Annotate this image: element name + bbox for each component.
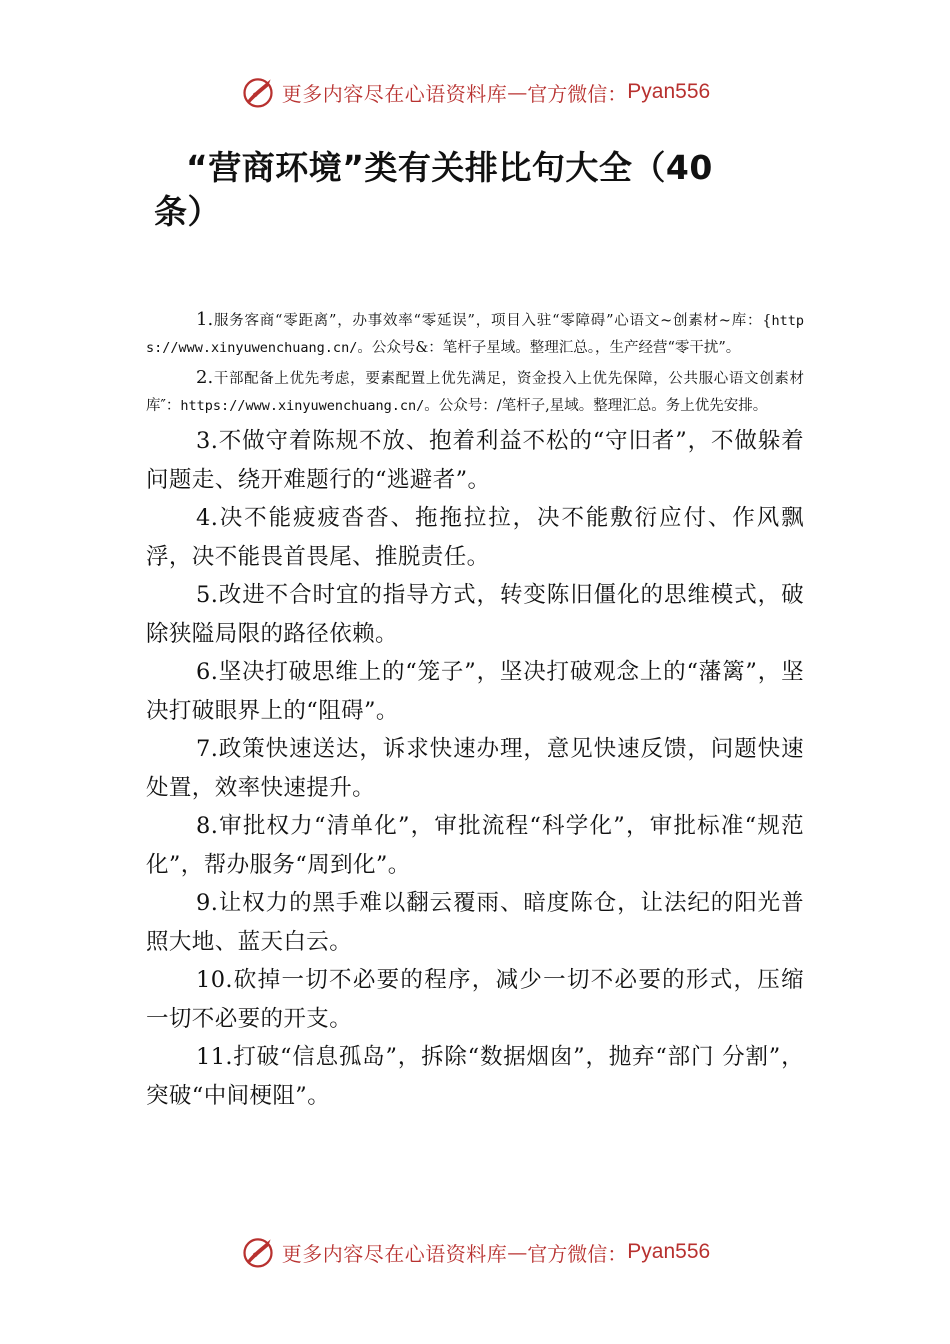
item-text: 。公众号：/笔杆子,星域。整理汇总。务上优先安排。 [424, 398, 768, 414]
item-url: https://www.xinyuwenchuang.cn/ [180, 398, 425, 414]
banner-separator: — [507, 80, 528, 104]
item-number: 2. [196, 367, 214, 388]
list-item: 5.改进不合时宜的指导方式，转变陈旧僵化的思维模式，破除狭隘局限的路径依赖。 [146, 582, 804, 647]
header-banner [0, 72, 950, 112]
item-text: 。公众号&：笔杆子星域。整理汇总。，生产经营“零干扰”。 [357, 340, 741, 356]
list-item: 9.让权力的黑手难以翻云覆雨、暗度陈仓，让法纪的阳光普照大地、蓝天白云。 [146, 890, 804, 955]
brush-logo-icon [240, 74, 276, 110]
list-item: 8.审批权力“清单化”，审批流程“科学化”，审批标准“规范化”，帮办服务“周到化”。 [146, 813, 804, 878]
document-title [150, 146, 790, 234]
banner-separator: — [507, 1240, 528, 1264]
list-item [146, 306, 804, 362]
banner-wechat-label: 官方微信： [527, 81, 628, 106]
banner-wechat-label: 官方微信： [527, 1241, 628, 1266]
list-item: 3.不做守着陈规不放、抱着利益不松的“守旧者”，不做躲着问题走、绕开难题行的“逃避者”。 [146, 428, 804, 493]
list-item: 6.坚决打破思维上的“笼子”，坚决打破观念上的“藩篱”，坚决打破眼界上的“阻碍”。 [146, 659, 804, 724]
item-url: https://www.xinyuwenchuang.cn/ [146, 313, 804, 356]
list-item: 10.砍掉一切不必要的程序，减少一切不必要的形式，压缩一切不必要的开支。 [146, 967, 804, 1032]
title-line-1: “营商环境”类有关排比句大全（40 [186, 148, 713, 187]
title-line-2: 条） [154, 192, 221, 231]
list-item: 4.决不能疲疲沓沓、拖拖拉拉，决不能敷衍应付、作风飘浮，决不能畏首畏尾、推脱责任。 [146, 505, 804, 570]
brush-logo-icon [240, 1234, 276, 1270]
list-item [146, 364, 804, 420]
footer-banner [0, 1232, 950, 1272]
list-item: 7.政策快速送达，诉求快速办理，意见快速反馈，问题快速处置，效率快速提升。 [146, 736, 804, 801]
item-text: 干部配备上优先考虑，要素配置上优先满足，资金投入上优先保障，公共服心语文创素材库″： [146, 371, 804, 414]
document-body [146, 306, 804, 1115]
banner-text: 更多内容尽在心语资料库 [281, 81, 508, 106]
list-item: 11.打破“信息孤岛”，拆除“数据烟囱”，抛弃“部门 分割”，突破“中间梗阻”。 [146, 1044, 804, 1109]
item-text: 服务客商“零距离”，办事效率“零延误”，项目入驻“零障碍”心语文~创素材~库：{ [213, 313, 772, 329]
banner-wechat-id: Pyan556 [627, 80, 711, 103]
banner-text: 更多内容尽在心语资料库 [281, 1241, 508, 1266]
item-number: 1. [196, 309, 214, 330]
banner-wechat-id: Pyan556 [627, 1240, 711, 1263]
